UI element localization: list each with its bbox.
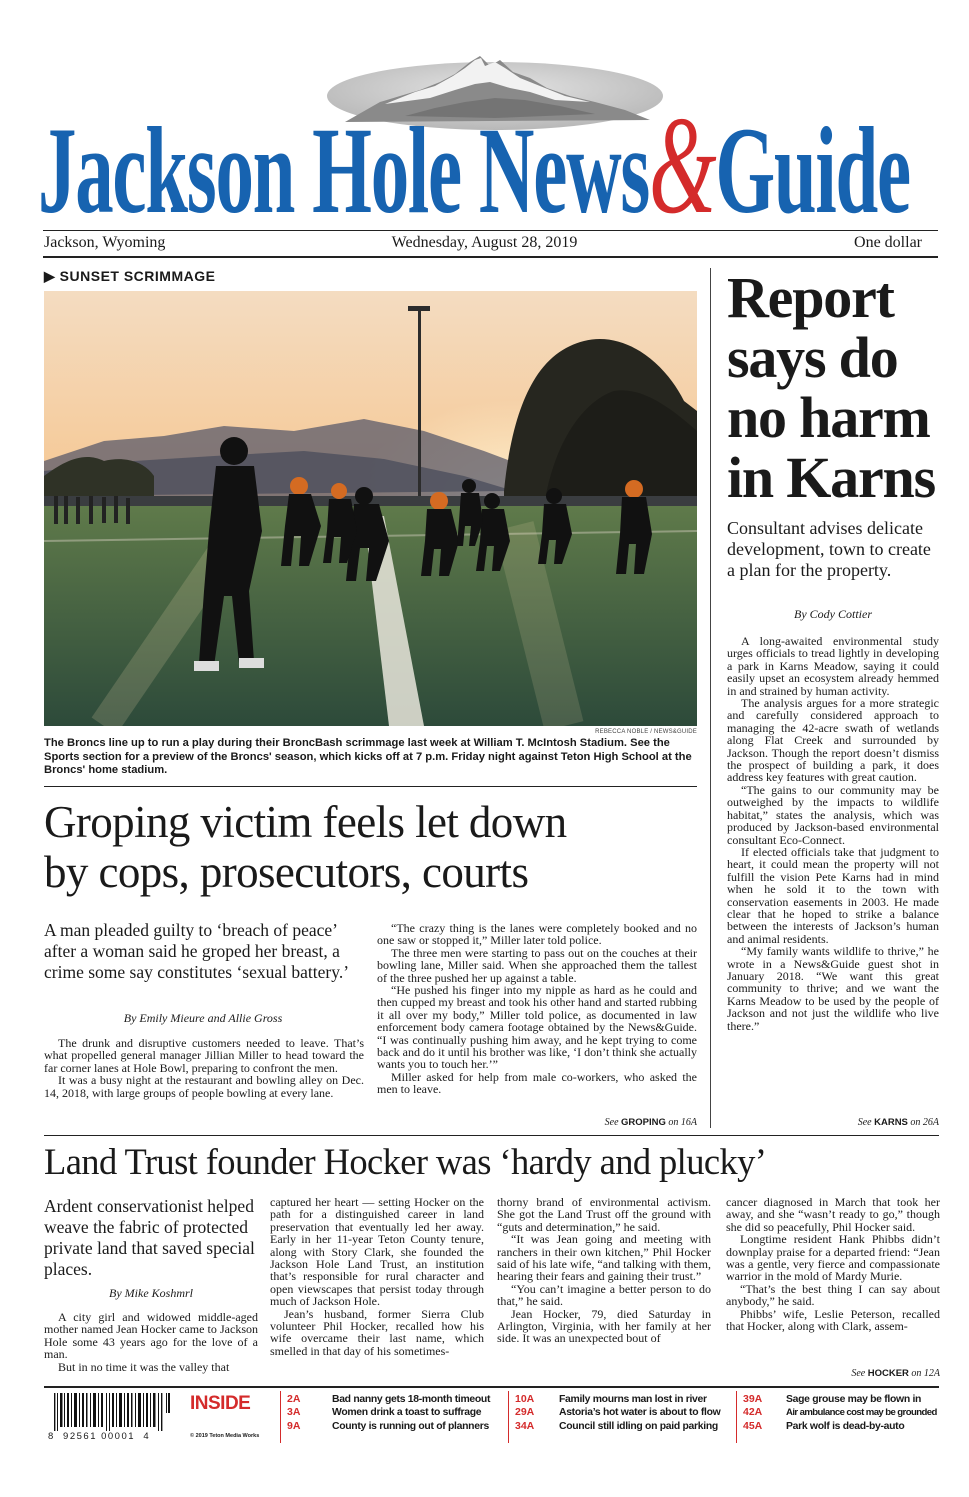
groping-byline: By Emily Mieure and Allie Gross — [123, 1011, 283, 1025]
inside-title: INSIDE — [190, 1393, 251, 1414]
karns-paragraph: “My family wants wildlife to thrive,” he wrote in a News&Guide guest shot in January 2018. “We want this great community to thrive; and we want the Karns Meadow to be used by the people of Jackson and not just the wildlife who live there.” — [727, 944, 939, 1033]
jump-see: See — [851, 1368, 866, 1379]
inside-divider — [736, 1391, 737, 1443]
jump-page: on 12A — [911, 1368, 940, 1379]
jump-page: on 16A — [668, 1117, 697, 1128]
hocker-paragraph: Jean’s husband, former Sierra Club volunteer Phil Hocker, recalled how his wife overcame their last name, which smelled in that day of his sometimes- — [270, 1306, 484, 1358]
karns-paragraph: If elected officials take that judgment to heart, it could mean the property will not fulfill the vision Pete Karns had in mind when he sold it to the town with conservation easements in 2003. He made clear that he hoped to strike a balance between the interests of Jackson’s human and animal residents. — [727, 844, 939, 946]
inside-top-rule — [44, 1386, 939, 1388]
inside-teaser[interactable]: Astoria’s hot water is about to flow — [559, 1407, 721, 1419]
karns-body — [727, 635, 939, 1032]
column-divider — [710, 268, 711, 1128]
photo-caption: The Broncs line up to run a play during their BroncBash scrimmage last week at William T. McIntosh Stadium. See the Sports section for a preview of the Broncs' season, which kicks off at 7 p.m. Friday night against Teton High School at the Broncs' home stadium. — [44, 737, 692, 776]
barcode-number: 8 92561 00001 4 — [48, 1431, 151, 1442]
hocker-paragraph: captured her heart — setting Hocker on the path for a distinguished career in land preservation that eventually led her away. Early in her 11-year Teton County tenure, along with Story Clark, she founded the Jackson Hole Land Trust, an institution that’s responsible for rural character and open viewscapes that persist today through much of Jackson Hole. — [270, 1195, 484, 1309]
groping-headline-line-1: Groping victim feels let down — [44, 797, 567, 847]
inside-page-ref[interactable]: 10A — [515, 1393, 535, 1405]
dateline-bottom-rule — [43, 256, 938, 258]
groping-paragraph: It was a busy night at the restaurant and bowling alley on Dec. 14, 2018, with large groups of people bowling at every lane. — [44, 1073, 364, 1100]
inside-teaser[interactable]: Women drink a toast to suffrage — [332, 1407, 482, 1419]
inside-pages-group-3 — [743, 1393, 762, 1433]
inside-bar — [44, 1391, 939, 1447]
inside-teasers-group-1 — [332, 1393, 490, 1433]
jump-see: See — [857, 1117, 872, 1128]
groping-headline — [44, 797, 704, 897]
hocker-paragraph: Longtime resident Hank Phibbs didn’t downplay praise for a departed friend: “Jean was a gentle, very fierce and compassionate warrior in the mold of Mardy Murie. — [726, 1232, 940, 1284]
inside-page-ref[interactable]: 2A — [287, 1393, 301, 1405]
hocker-paragraph: thorny brand of environmental activism. She got the Land Trust off the ground with “guts and determination,” he said. — [497, 1195, 711, 1234]
hocker-deck: Ardent conservationist helped weave the fabric of protected private land that saved special places. — [44, 1196, 255, 1279]
inside-pages-group-1 — [287, 1393, 300, 1433]
groping-paragraph: “He pushed his finger into my nipple as hard as he could and then cupped my breast and took his other hand and started rubbing it all over my body,” Miller told police, as documented in law enforcement body camera footage obtained by the News&Guide. “I was continually pushing him away, and he kept trying to come back and do it until his brother was like, ‘I don’t think she actually wants you to touch her.’” — [377, 983, 697, 1072]
inside-teaser[interactable]: Council still idling on paid parking — [559, 1420, 718, 1432]
inside-pages-group-2 — [515, 1393, 534, 1433]
photo-credit: REBECCA NOBLE / NEWS&GUIDE — [595, 729, 697, 735]
hocker-column-3 — [497, 1196, 711, 1345]
groping-paragraph: Miller asked for help from male co-workers, who asked the men to leave. — [377, 1069, 697, 1097]
hocker-paragraph: A city girl and widowed middle-aged mother named Jean Hocker came to Jackson Hole some 43 years ago for the love of a man. — [44, 1310, 258, 1362]
jump-key: GROPING — [621, 1117, 666, 1128]
caption-bottom-rule — [44, 786, 697, 787]
inside-page-ref[interactable]: 29A — [515, 1406, 535, 1419]
inside-teaser[interactable]: Family mourns man lost in river — [559, 1394, 707, 1405]
dateline-date: Wednesday, August 28, 2019 — [391, 234, 578, 251]
jump-page: on 26A — [910, 1117, 939, 1128]
hocker-paragraph: Jean Hocker, 79, died Saturday in Arlington, Virginia, with her family at her side. It was an unexpected bout of — [497, 1306, 711, 1346]
hocker-byline: By Mike Koshmrl — [109, 1286, 193, 1300]
hocker-paragraph: “You can’t imagine a better person to do that,” he said. — [497, 1281, 711, 1309]
inside-divider — [280, 1391, 281, 1443]
groping-paragraph: The three men were starting to pass out on the couches at their bowling lane, Miller said. When she approached them the tallest of the three pushed her up against a table. — [377, 945, 697, 985]
masthead-title — [38, 110, 910, 222]
inside-page-ref[interactable]: 39A — [743, 1393, 763, 1405]
inside-teaser[interactable]: Air ambulance cost may be grounded — [786, 1407, 937, 1419]
masthead — [38, 110, 938, 222]
hocker-top-rule — [44, 1135, 939, 1136]
karns-jump-line[interactable] — [727, 1117, 939, 1128]
karns-paragraph: A long-awaited environmental study urges officials to tread lightly in developing a park in Karns Meadow, saying it could easily upset an ecosystem already hemmed in and strained by human activity. — [727, 634, 939, 698]
masthead-name-1: Jackson Hole News — [38, 110, 650, 222]
masthead-ampersand: & — [649, 110, 716, 222]
hocker-paragraph: Phibbs’ wife, Leslie Peterson, recalled that Hocker, along with Clark, assem- — [726, 1306, 940, 1334]
dateline-location: Jackson, Wyoming — [44, 234, 166, 251]
hocker-paragraph: “It was Jean going and meeting with ranchers in their own kitchen,” Phil Hocker said of his late wife, “and talking with them, hearing their fears and gaining their trust.” — [497, 1232, 711, 1284]
karns-byline: By Cody Cottier — [794, 607, 872, 621]
jump-key: KARNS — [874, 1117, 908, 1128]
inside-page-ref[interactable]: 9A — [287, 1419, 301, 1432]
masthead-top-rule — [43, 230, 938, 231]
inside-teaser[interactable]: Bad nanny gets 18-month timeout — [332, 1394, 491, 1405]
football-scrimmage-photo — [44, 291, 697, 726]
barcode-image — [54, 1393, 172, 1431]
inside-teasers-group-2 — [559, 1393, 720, 1433]
dateline-price: One dollar — [854, 234, 922, 251]
inside-teasers-group-3 — [786, 1393, 937, 1433]
karns-deck: Consultant advises delicate development, town to create a plan for the property. — [727, 518, 931, 580]
groping-deck: A man pleaded guilty to ‘breach of peace’ after a woman said he groped her breast, a crime some say constitutes ‘sexual battery.’ — [44, 920, 350, 982]
hocker-paragraph: But in no time it was the valley that — [58, 1359, 230, 1374]
karns-paragraph: The analysis argues for a more strategic and carefully considered approach to managing the 42-acre swath of wetlands along Flat Creek and surrounded by Jackson. Though the report doesn’t dismiss the prospect of building a park, it does address key features with great caution. — [727, 696, 939, 785]
hocker-headline: Land Trust founder Hocker was ‘hardy and plucky’ — [44, 1141, 767, 1182]
groping-jump-line[interactable] — [377, 1117, 697, 1128]
hocker-column-1 — [44, 1311, 258, 1373]
hocker-column-2 — [270, 1196, 484, 1357]
jump-key: HOCKER — [867, 1368, 909, 1379]
jump-see: See — [604, 1117, 619, 1128]
karns-paragraph: “The gains to our community may be outweighed by the impacts to wildlife habitat,” states the analysis, which was produced by Jackson-based environmental consultant Eco-Connect. — [727, 782, 939, 847]
groping-column-1 — [44, 1037, 364, 1099]
inside-teaser[interactable]: County is running out of planners — [332, 1420, 489, 1432]
groping-paragraph: The drunk and disruptive customers needed to leave. That’s what propelled general manager Jillian Miller to head toward the far corner lanes at Hole Bowl, preparing to confront the men. — [44, 1036, 364, 1075]
groping-headline-line-2: by cops, prosecutors, courts — [44, 847, 529, 897]
inside-page-ref[interactable]: 3A — [287, 1406, 301, 1419]
inside-teaser[interactable]: Sage grouse may be flown in — [786, 1394, 922, 1405]
hocker-paragraph: cancer diagnosed in March that took her away, and she “wasn’t ready to go,” though she did so peacefully, Phil Hocker said. — [726, 1195, 940, 1234]
inside-divider — [508, 1391, 509, 1443]
hocker-column-4 — [726, 1196, 940, 1332]
hocker-jump-line[interactable] — [726, 1368, 940, 1379]
inside-page-ref[interactable]: 45A — [743, 1419, 763, 1432]
inside-teaser[interactable]: Park wolf is dead-by-auto — [786, 1420, 905, 1432]
inside-page-ref[interactable]: 42A — [743, 1406, 763, 1419]
kicker-text: SUNSET SCRIMMAGE — [59, 268, 216, 284]
inside-copyright: © 2019 Teton Media Works — [190, 1433, 260, 1439]
groping-column-2 — [377, 922, 697, 1096]
masthead-name-2: Guide — [715, 110, 910, 222]
photo-kicker — [44, 268, 215, 285]
inside-page-ref[interactable]: 34A — [515, 1419, 535, 1432]
karns-headline: Report says do no harm in Karns — [727, 265, 935, 510]
groping-paragraph: “The crazy thing is the lanes were completely booked and no one saw or stopped it,” Miller later told police. — [377, 921, 697, 948]
kicker-arrow-icon: ▶ — [44, 268, 56, 284]
hocker-paragraph: “That’s the best thing I can say about anybody,” he said. — [726, 1281, 940, 1309]
